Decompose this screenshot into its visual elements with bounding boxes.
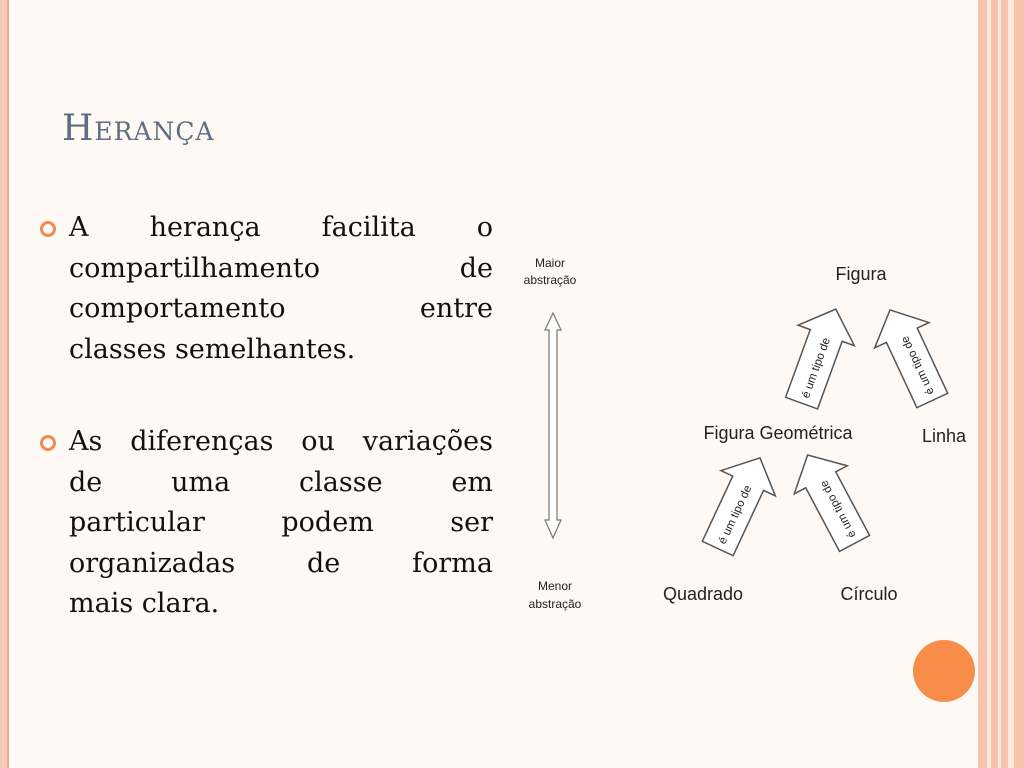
node-circulo: Círculo [840,584,898,604]
left-border-line [7,0,9,768]
bullet-line: organizadas de forma [69,547,493,579]
scale-bottom-label: Menor [537,579,573,593]
bullet-list [40,208,493,677]
bullet-marker-icon [40,435,56,451]
bullet-line: A herança facilita o [69,212,493,243]
inheritance-diagram [500,230,975,630]
relation-label: é um tipo de [716,483,755,547]
left-border [0,0,7,768]
bullet-line: compartilhamento de [69,252,493,284]
slide-title: Herança [62,108,215,149]
decorative-circle [913,640,975,702]
right-stripe-line [987,0,991,768]
node-quadrado: Quadrado [662,584,744,604]
right-stripe-line [1008,0,1014,768]
bullet-item [40,422,493,625]
bullet-line: particular podem ser [69,507,493,538]
bullet-line: As diferenças ou variações [69,426,493,457]
relation-label: é um tipo de [818,478,859,540]
relation-arrow [781,441,881,557]
scale-top-label: abstração [523,273,577,287]
bullet-line: classes semelhantes. [69,333,356,365]
relation-arrow [773,299,864,413]
bullet-line: comportamento entre [69,293,493,324]
right-stripe-line [998,0,1001,768]
bullet-marker-icon [40,221,56,237]
node-figura-geometrica: Figura Geométrica [703,423,853,443]
scale-top-label: Maior [534,256,566,270]
bullet-text [69,208,493,370]
bullet-line: de uma classe em [69,466,493,498]
bullet-line: mais clara. [69,588,220,619]
right-stripe [978,0,1024,768]
relation-label: é um tipo de [899,333,937,397]
bullet-text [69,422,493,625]
node-figura: Figura [835,264,887,284]
node-linha: Linha [921,426,967,446]
abstraction-arrow-icon [545,313,561,538]
relation-label: é um tipo de [799,336,833,400]
relation-arrow [691,445,788,561]
bullet-item [40,208,493,370]
relation-arrow [863,297,960,413]
scale-bottom-label: abstração [528,597,582,611]
